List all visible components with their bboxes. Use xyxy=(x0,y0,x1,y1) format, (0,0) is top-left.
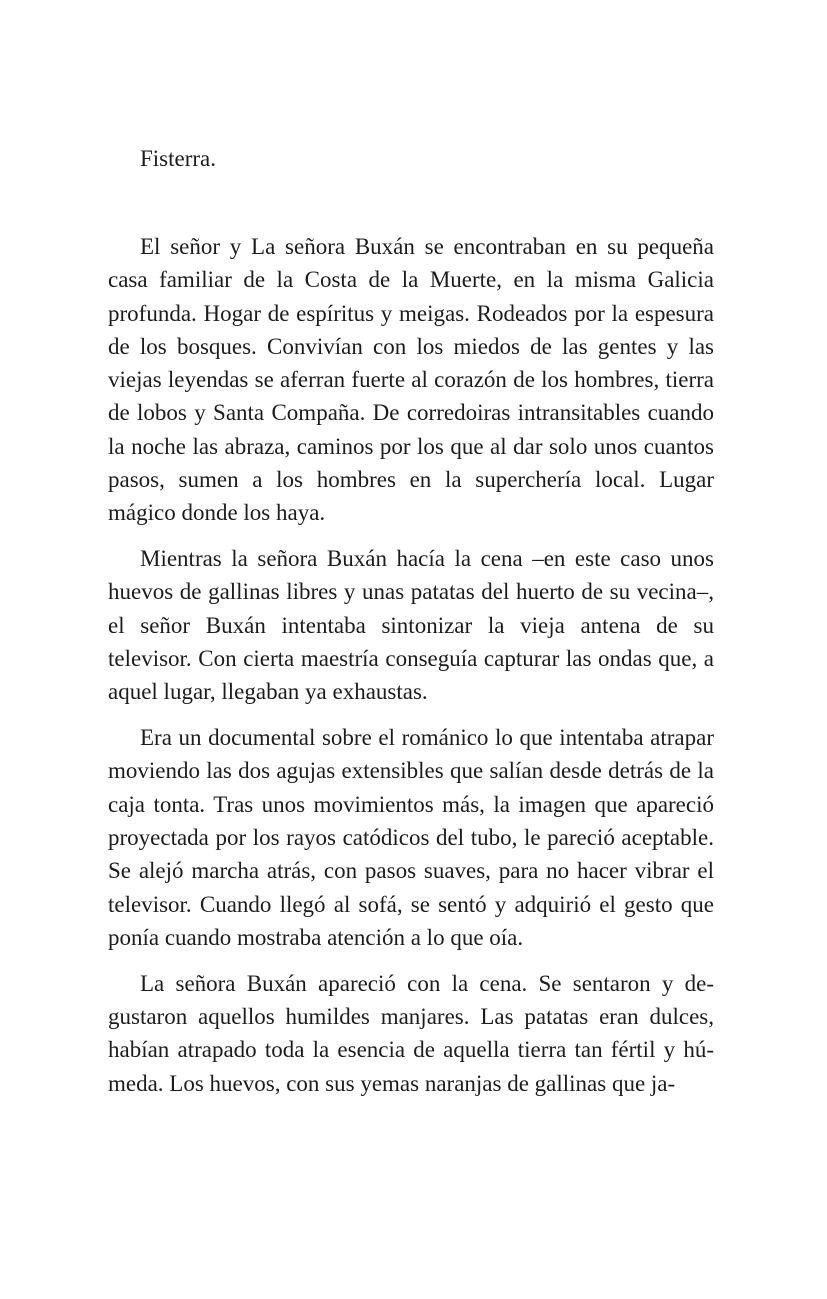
paragraph-4: La señora Buxán apareció con la cena. Se sentaron y degustaron aquellos humildes manjares. Las patatas eran dulces, habían atrapado toda la esencia de aquella tierra tan fértil y húmeda. Los huevos, con sus yemas naranjas de gallinas que ja- xyxy=(108,970,714,1096)
paragraph-2: Mientras la señora Buxán hacía la cena –en este caso unos huevos de gallinas libres y unas patatas del huerto de su vecina–, el señor Buxán intentaba sintonizar la vieja antena de su televisor. Con cierta maestría conseguía capturar las ondas que, a aquel lugar, llegaban ya exhaustas. xyxy=(108,546,714,705)
paragraph-1: El señor y La señora Buxán se encontraban en su pequeña casa familiar de la Costa de la Muerte, en la misma Galicia profunda. Hogar de espíritus y meigas. Rodeados por la espesura de los bosques. Convivían con los miedos de las gentes y las viejas leyendas se aferran fuerte al corazón de los hombres, tierra de lobos y Santa Compaña. De corredoiras intransitables cuando la noche las abraza, caminos por los que al dar solo unos cuantos pasos, sumen a los hombres en la superchería local. Lugar mágico donde los haya. xyxy=(108,234,714,526)
section-heading: Fisterra. xyxy=(140,146,217,171)
body-text xyxy=(108,230,714,1100)
paragraph-3: Era un documental sobre el románico lo que intentaba atrapar moviendo las dos agujas extensibles que salían desde detrás de la caja tonta. Tras unos movimientos más, la imagen que apareció proyectada por los rayos catódicos del tubo, le pareció aceptable. Se alejó marcha atrás, con pasos suaves, para no hacer vibrar el televisor. Cuando llegó al sofá, se sentó y adquirió el gesto que ponía cuando mostraba atención a lo que oía. xyxy=(108,725,714,950)
section-heading-block xyxy=(108,142,714,175)
